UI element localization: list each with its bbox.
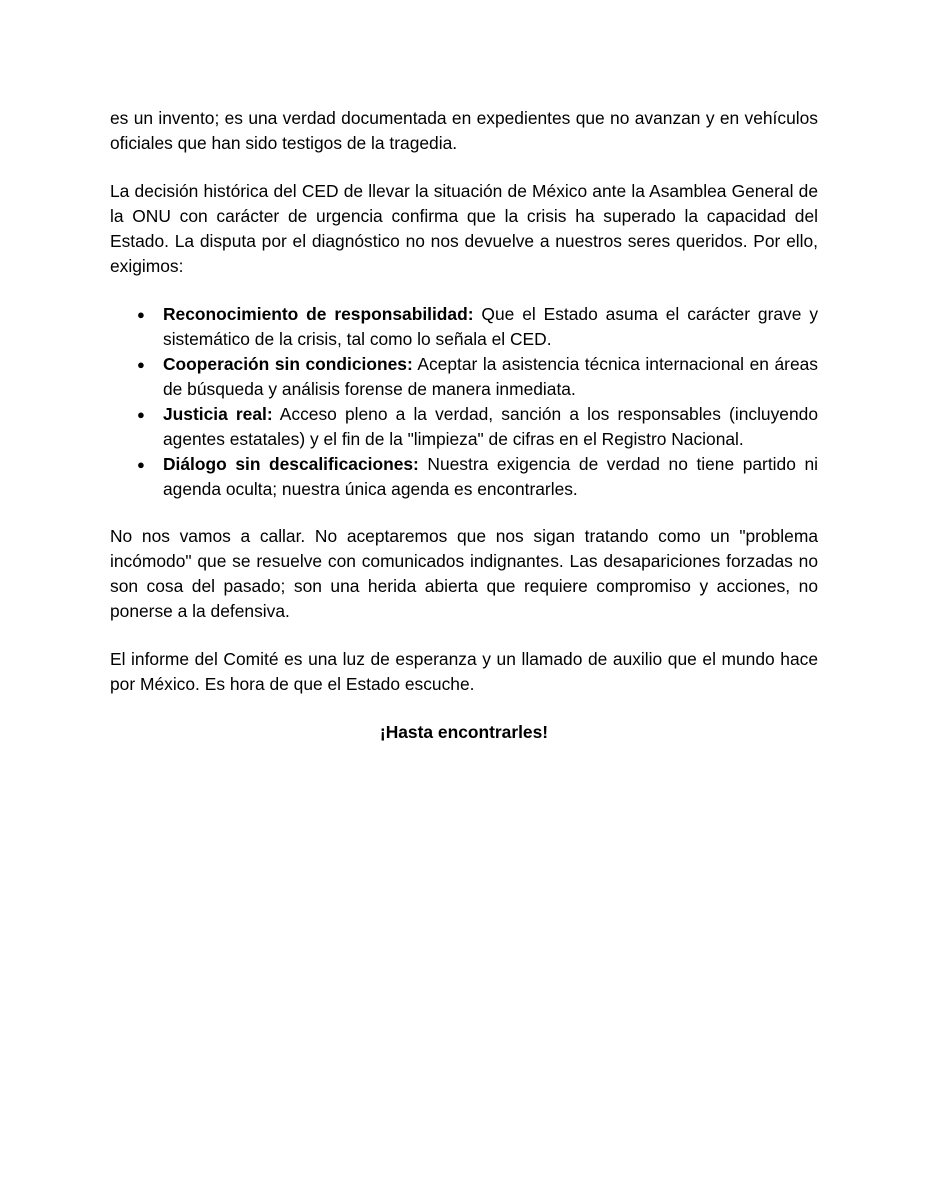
demand-item-responsabilidad [110,302,818,352]
bullet-dot-icon: ● [137,307,145,322]
demand-text: Aceptar la asistencia técnica internacional en áreas de búsqueda y análisis forense de manera inmediata. [163,354,818,399]
bullet-dot-icon: ● [137,357,145,372]
demand-item-justicia [110,402,818,452]
paragraph-informe: El informe del Comité es una luz de esperanza y un llamado de auxilio que el mundo hace por México. Es hora de que el Estado escuche. [110,649,818,694]
demand-item-cooperacion [110,352,818,402]
demand-text: Nuestra exigencia de verdad no tiene partido ni agenda oculta; nuestra única agenda es encontrarles. [163,454,818,499]
demand-item-dialogo [110,452,818,502]
demand-term: Cooperación sin condiciones: [163,354,413,374]
demand-term: Diálogo sin descalificaciones: [163,454,419,474]
demand-term: Justicia real: [163,404,273,424]
closing-slogan: ¡Hasta encontrarles! [379,722,549,742]
paragraph-no-callar: No nos vamos a callar. No aceptaremos que nos sigan tratando como un "problema incómodo" que se resuelve con comunicados indignantes. Las desapariciones forzadas no son cosa del pasado; son una herida abierta que requiere compromiso y acciones, no ponerse a la defensiva. [110,526,818,621]
demand-term: Reconocimiento de responsabilidad: [163,304,474,324]
paragraph-ced-decision: La decisión histórica del CED de llevar la situación de México ante la Asamblea General de la ONU con carácter de urgencia confirma que la crisis ha superado la capacidad del Estado. La disputa por el diagnóstico no nos devuelve a nuestros seres queridos. Por ello, exigimos: [110,181,818,276]
demand-text: Que el Estado asuma el carácter grave y sistemático de la crisis, tal como lo señala el CED. [163,304,819,349]
bullet-dot-icon: ● [137,457,145,472]
document-body [110,106,818,745]
demand-text: Acceso pleno a la verdad, sanción a los responsables (incluyendo agentes estatales) y el fin de la "limpieza" de cifras en el Registro Nacional. [163,404,818,449]
paragraph-intro: es un invento; es una verdad documentada en expedientes que no avanzan y en vehículos oficiales que han sido testigos de la tragedia. [110,108,818,153]
bullet-dot-icon: ● [137,407,145,422]
demands-list [110,302,818,502]
